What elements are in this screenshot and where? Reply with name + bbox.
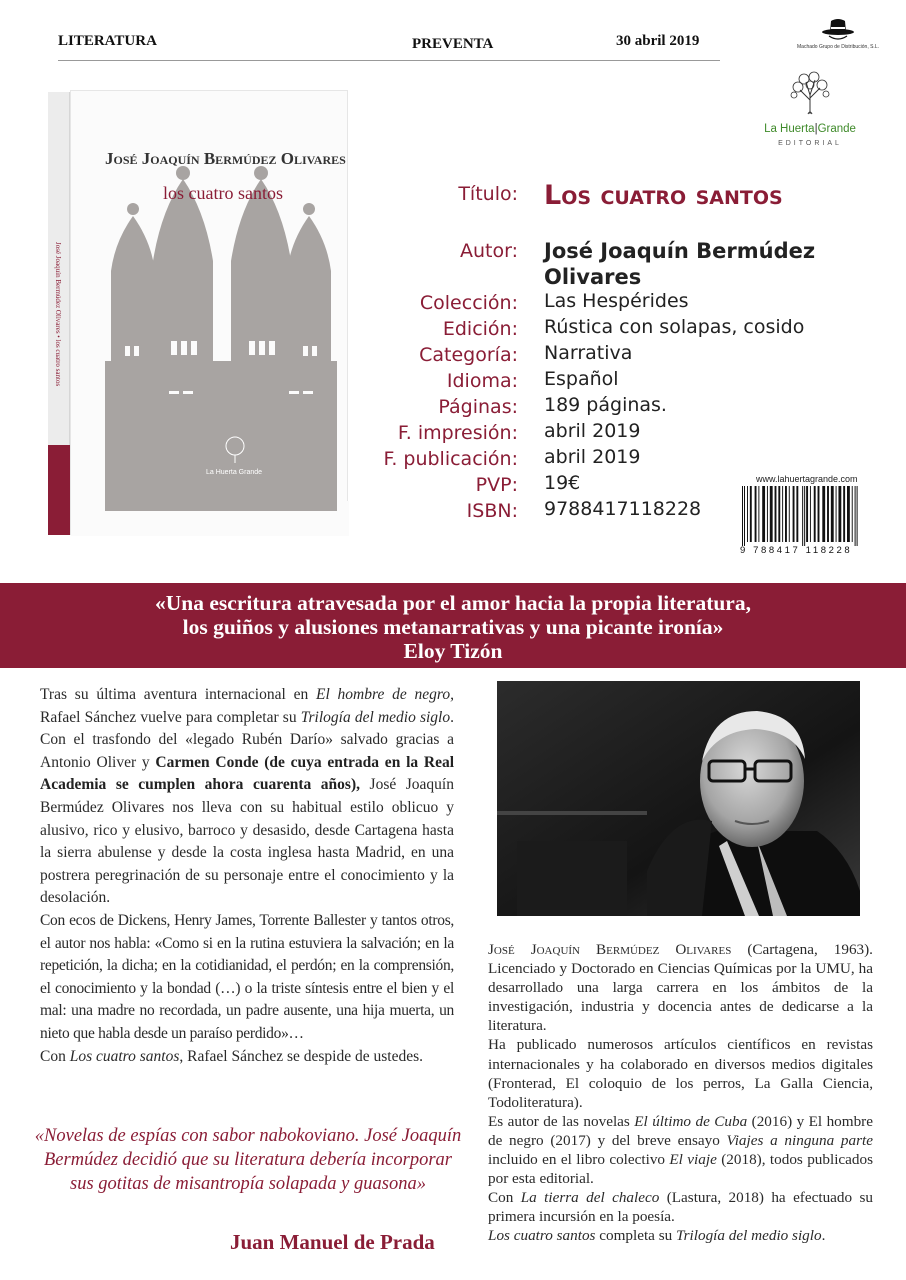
cover-author: José Joaquín Bermúdez Olivares [105,149,346,168]
info-value: 189 páginas. [544,394,667,416]
barcode-bar [755,486,757,542]
barcode-bar [857,486,858,546]
barcode-bar [762,486,765,542]
barcode-bar [836,486,837,542]
book-description [40,684,454,1068]
info-value: abril 2019 [544,446,641,468]
bio-paragraph: Ha publicado numerosos artículos científicos en revistas internacionales y ha colaborado en diversos medios digitales (Fronterad, El coloquio de los perros, La Galla Ciencia, Todoliteratura). [488,1036,873,1111]
spine-text: José Joaquín Bermúdez Olivares • los cuatro santos [54,242,62,387]
cover-publisher: La Huerta Grande [206,469,263,476]
author-portrait [497,681,860,916]
distributor-name: Machado Grupo de Distribución, S.L. [797,44,879,50]
info-label: F. publicación: [383,448,518,470]
barcode-bar [855,486,856,546]
bio-paragraph: Los cuatro santos completa su Trilogía del medio siglo. [488,1227,826,1245]
info-label: ISBN: [466,500,518,522]
cover-front [70,90,348,535]
author-label: Autor: [460,240,518,262]
barcode-bar [793,486,795,542]
bio-paragraph: Es autor de las novelas El último de Cuba (2016) y El hombre de negro (2017) y del breve ensayo Viajes a ninguna parte incluido en el libro colectivo El viaje (2018), todos publicados por esta editorial. [488,1112,874,1188]
barcode-bar [782,486,783,542]
publisher-logo [754,70,866,147]
critic-quote: «Novelas de espías con sabor nabokoviano. José Joaquín Bermúdez decidió que su literatura debería incorporar sus gotitas de misantropía solapada y guasona» [34,1126,462,1194]
isbn-barcode [740,486,874,546]
barcode-bar [822,486,825,542]
barcode-bar [810,486,811,542]
bio-paragraph: Con La tierra del chaleco (Lastura, 2018) ha efectuado su primera incursión en la poesía. [488,1189,873,1226]
critic-quote-author: Juan Manuel de Prada [230,1230,435,1254]
barcode-number: 9 788417 118228 [740,545,853,556]
barcode-bar [843,486,845,542]
section-label: LITERATURA [58,33,157,49]
author-bio [488,940,873,1246]
description-paragraph: Con Los cuatro santos, Rafael Sánchez se despide de ustedes. [40,1047,423,1065]
info-value: abril 2019 [544,420,641,442]
info-label: Páginas: [438,396,518,418]
status-label: PREVENTA [412,36,494,52]
barcode-bar [806,486,808,542]
info-label: Categoría: [419,344,518,366]
barcode-bar [747,486,748,542]
barcode-bar [814,486,816,542]
cover-spine [48,92,70,535]
cover-title: los cuatro santos [163,183,283,203]
info-label: Colección: [419,292,518,314]
barcode-bar [742,486,743,546]
tree-icon [784,70,836,116]
publisher-name: La Huerta|Grande [764,123,856,135]
book-cover [48,90,348,535]
banner-quote-line2: los guiños y alusiones metanarrativas y una picante ironía» [182,615,724,639]
barcode-bar [775,486,777,542]
info-label: Edición: [442,318,518,340]
barcode-bar [831,486,834,542]
book-author: José Joaquín Bermúdez Olivares [544,239,816,289]
barcode-bar [778,486,780,542]
bio-paragraph: José Joaquín Bermúdez Olivares (Cartagena, 1963). Licenciado y Doctorado en Ciencias Químicas por la UMU, ha desarrollado una larga carrera en los ámbitos de la investigación, industria y docencia antes de dedicarse a la literatura. [488,941,873,1035]
barcode-bar [767,486,768,542]
banner-quote-author: Eloy Tizón [403,639,503,663]
book-title: Los cuatro santos [544,180,783,211]
distributor-logo [788,16,888,50]
barcode-bar [750,486,752,542]
barcode-bar [789,486,790,542]
barcode-bar [796,486,798,542]
review-banner [0,583,906,668]
release-date: 30 abril 2019 [616,33,700,49]
barcode-bar [785,486,787,542]
info-label: F. impresión: [397,422,518,444]
barcode-bar [852,486,853,542]
info-label: PVP: [475,474,518,496]
author-photo [497,681,860,916]
info-value: 19€ [544,472,581,494]
barcode-bar [827,486,829,542]
barcode-url: www.lahuertagrande.com [756,474,858,484]
barcode-bar [818,486,820,542]
title-label: Título: [458,183,518,205]
banner-quote-line1: «Una escritura atravesada por el amor hacia la propia literatura, [155,591,751,615]
barcode-bar [804,486,805,546]
info-value: Las Hespérides [544,290,689,312]
description-paragraph: Con ecos de Dickens, Henry James, Torrente Ballester y tantos otros, el autor nos habla: «Como si en la rutina estuviera la salvación; en la repetición, la dicha; en la cotidianidad, el perdón; en la comprensión, el conocimiento y la bondad (…) o la triste síntesis entre el bien y el mal: una madre no recordada, un padre ausente, una hija muerta, un nieto que habla desde un paraíso perdido»… [40,911,454,1042]
header-divider [58,60,720,61]
info-value: Español [544,368,619,390]
isbn-value: 9788417118228 [544,498,702,520]
info-value: Rústica con solapas, cosido [544,316,805,338]
publisher-subtitle: EDITORIAL [778,140,842,147]
barcode-bar [758,486,759,542]
barcode-bar [802,486,803,546]
barcode-bar [847,486,850,542]
barcode-bar [744,486,745,546]
info-value: Narrativa [544,342,633,364]
description-paragraph: Tras su última aventura internacional en El hombre de negro, Rafael Sánchez vuelve para completar su Trilogía del medio siglo. Con el trasfondo del «legado Rubén Darío» salvado gracias a Antonio Oliver y Carmen Conde (de cuya entrada en la Real Academia se cumplen ahora cuarenta años), José Joaquín Bermúdez Olivares nos lleva con su habitual estilo oblicuo y alusivo, rico y elusivo, barroco y desasido, desde Cartagena hasta la sierra abulense y desde la costa inglesa hasta Madrid, en una postrera peregrinación de su personaje entre el conocimiento y la desolación. [40,686,455,907]
hat-icon [821,16,855,42]
info-label: Idioma: [446,370,518,392]
spine-band [48,445,70,535]
barcode-bar [770,486,773,542]
barcode-bar [838,486,841,542]
